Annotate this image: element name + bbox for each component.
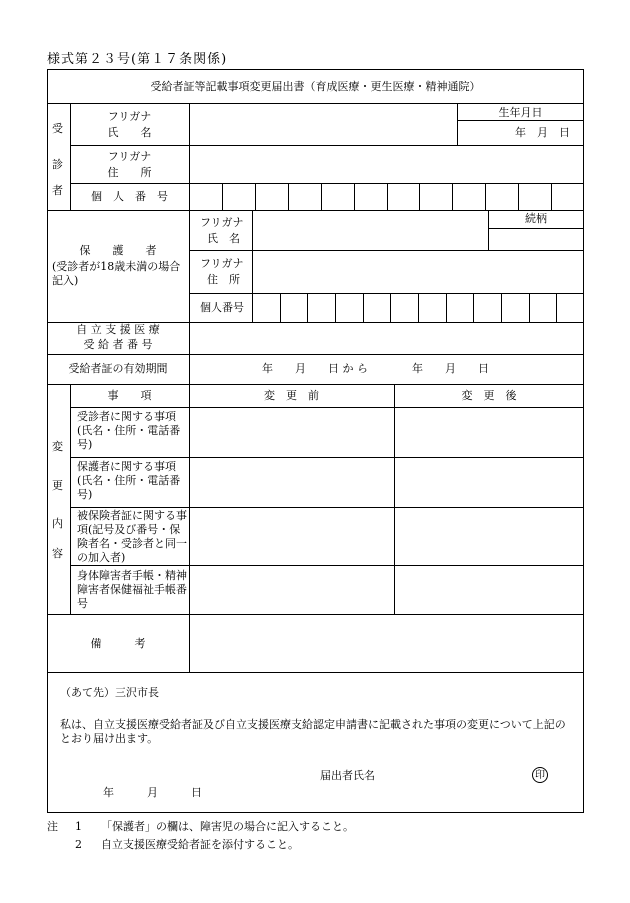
col-item-header: 事 項 bbox=[107, 389, 152, 402]
digit-cell-divider bbox=[390, 293, 391, 322]
address-furigana-label: フリガナ bbox=[107, 150, 152, 163]
support-label-2: 受 給 者 番 号 bbox=[83, 338, 153, 351]
line bbox=[47, 384, 584, 385]
changes-label-2: 更 bbox=[52, 479, 63, 492]
form-number: 様式第２３号(第１７条関係) bbox=[47, 52, 228, 67]
line bbox=[47, 614, 584, 615]
changes-label-3: 内 bbox=[52, 517, 63, 530]
line bbox=[189, 250, 584, 251]
note-1-text: 「保護者」の欄は、障害児の場合に記入すること。 bbox=[101, 820, 354, 833]
change-row-4: 身体障害者手帳・精神障害者保健福祉手帳番号 bbox=[77, 569, 187, 610]
patient-personal-number-label: 個 人 番 号 bbox=[91, 190, 168, 203]
digit-cell-divider bbox=[485, 183, 486, 210]
line bbox=[70, 384, 71, 614]
note-2-text: 自立支援医療受給者証を添付すること。 bbox=[101, 838, 299, 851]
line bbox=[47, 210, 584, 211]
guardian-address-furigana-label: フリガナ bbox=[200, 257, 244, 270]
line bbox=[457, 120, 584, 121]
date-format: 年 月 日 bbox=[103, 786, 202, 799]
digit-cell-divider bbox=[280, 293, 281, 322]
relationship-label: 続柄 bbox=[525, 212, 547, 225]
notes-prefix: 注 bbox=[47, 820, 58, 833]
declaration-text: 私は、自立支援医療受給者証及び自立支援医療支給認定申請書に記載された事項の変更について上記のとおり届け出ます。 bbox=[60, 718, 566, 745]
applicant-label: 届出者氏名 bbox=[320, 769, 375, 782]
digit-cell-divider bbox=[288, 183, 289, 210]
note-1-num: 1 bbox=[75, 820, 82, 833]
line bbox=[394, 384, 395, 614]
change-row-3: 被保険者証に関する事項(記号及び番号・保険者名・受診者と同一の加入者) bbox=[77, 509, 187, 564]
digit-cell-divider bbox=[387, 183, 388, 210]
patient-label-2: 診 bbox=[52, 158, 63, 171]
digit-cell-divider bbox=[419, 183, 420, 210]
guardian-label: 保 護 者 bbox=[79, 244, 157, 257]
line bbox=[47, 672, 584, 673]
digit-cell-divider bbox=[354, 183, 355, 210]
line bbox=[252, 210, 253, 322]
col-after-header: 変 更 後 bbox=[461, 389, 517, 402]
digit-cell-divider bbox=[255, 183, 256, 210]
digit-cell-divider bbox=[446, 293, 447, 322]
patient-label-1: 受 bbox=[52, 122, 63, 135]
remarks-label: 備 考 bbox=[90, 637, 146, 650]
change-row-2: 保護者に関する事項(氏名・住所・電話番号) bbox=[77, 460, 181, 501]
guardian-name-label: 氏 名 bbox=[207, 232, 240, 245]
guardian-personal-number-label: 個人番号 bbox=[200, 301, 244, 314]
digit-cell-divider bbox=[418, 293, 419, 322]
seal-mark: 印 bbox=[532, 767, 548, 783]
digit-cell-divider bbox=[307, 293, 308, 322]
line bbox=[47, 103, 584, 104]
addressee: （あて先）三沢市長 bbox=[60, 686, 159, 699]
digit-cell-divider bbox=[529, 293, 530, 322]
digit-cell-divider bbox=[473, 293, 474, 322]
line bbox=[70, 565, 584, 566]
digit-cell-divider bbox=[222, 183, 223, 210]
digit-cell-divider bbox=[335, 293, 336, 322]
guardian-note: (受診者が18歳未満の場合記入) bbox=[52, 260, 181, 287]
line bbox=[189, 103, 190, 672]
guardian-furigana-label: フリガナ bbox=[200, 216, 244, 229]
digit-cell-divider bbox=[452, 183, 453, 210]
line bbox=[47, 354, 584, 355]
line bbox=[70, 183, 584, 184]
col-before-header: 変 更 前 bbox=[264, 389, 319, 402]
patient-label-3: 者 bbox=[52, 184, 63, 197]
digit-cell-divider bbox=[518, 183, 519, 210]
form-title: 受給者証等記載事項変更届出書（育成医療・更生医療・精神通院） bbox=[150, 80, 481, 93]
digit-cell-divider bbox=[551, 183, 552, 210]
line bbox=[70, 145, 584, 146]
digit-cell-divider bbox=[321, 183, 322, 210]
digit-cell-divider bbox=[501, 293, 502, 322]
note-2-num: 2 bbox=[75, 838, 82, 851]
guardian-address-label: 住 所 bbox=[207, 273, 240, 286]
patient-name-label: 氏 名 bbox=[107, 126, 152, 139]
digit-cell-divider bbox=[556, 293, 557, 322]
patient-furigana-label: フリガナ bbox=[107, 110, 152, 123]
digit-cell-divider bbox=[363, 293, 364, 322]
birthdate-label: 生年月日 bbox=[498, 106, 543, 119]
line bbox=[189, 293, 584, 294]
address-label: 住 所 bbox=[107, 166, 152, 179]
change-row-1: 受診者に関する事項(氏名・住所・電話番号) bbox=[77, 410, 181, 451]
changes-label-1: 変 bbox=[52, 440, 63, 453]
changes-label-4: 容 bbox=[52, 547, 63, 560]
line bbox=[70, 507, 584, 508]
validity-label: 受給者証の有効期間 bbox=[68, 362, 168, 375]
line bbox=[488, 228, 584, 229]
birthdate-format: 年 月 日 bbox=[515, 126, 570, 139]
validity-format: 年 月 日 か ら 年 月 日 bbox=[262, 362, 489, 375]
line bbox=[70, 407, 584, 408]
support-label-1: 自 立 支 援 医 療 bbox=[76, 323, 160, 336]
line bbox=[70, 457, 584, 458]
